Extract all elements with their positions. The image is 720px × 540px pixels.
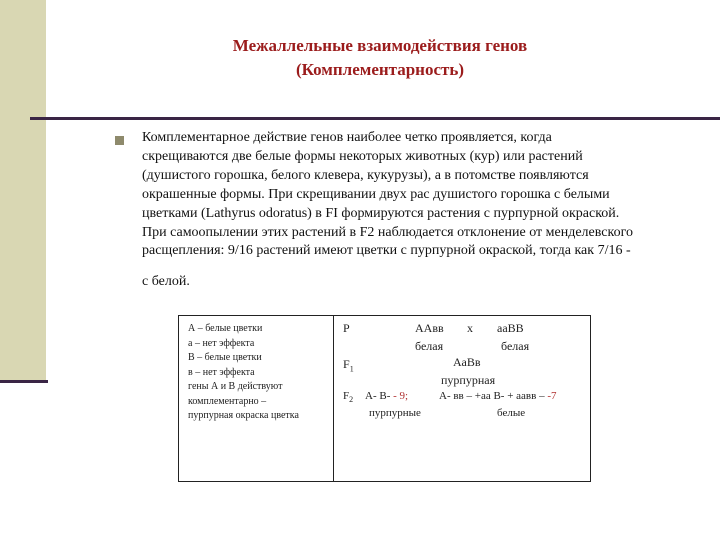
p-parent1-phenotype: белая: [415, 339, 444, 353]
f2-part2: [439, 390, 557, 403]
legend-line: А – белые цветки: [188, 323, 263, 334]
f2-part2-count: -7: [547, 390, 557, 402]
slide-title: [150, 34, 610, 82]
paragraph-line: цветками (Lathyrus odoratus) в FI формируются растения с пурпурной окраской.: [142, 205, 620, 221]
gene-legend: [188, 322, 330, 424]
paragraph-line: Комплементарное действие генов наиболее четко проявляется, когда: [142, 130, 552, 145]
f2-label: [343, 390, 353, 406]
paragraph-line: скрещиваются две белые формы некоторых животных (кур) или растений: [142, 148, 583, 164]
title-line-1: Межаллельные взаимодействия генов: [232, 36, 528, 55]
legend-line: в – нет эффекта: [188, 366, 255, 378]
f2-part1: [365, 390, 408, 403]
f1-letter: F: [343, 357, 350, 371]
title-divider: [30, 117, 720, 120]
f1-subscript: 1: [349, 364, 354, 374]
title-line-2: (Комплементарность): [295, 60, 465, 79]
bullet-square-icon: [115, 136, 124, 145]
f2-letter: F: [343, 390, 350, 402]
f2-phenotype-purple: пурпурные: [369, 407, 421, 419]
main-paragraph: [142, 129, 717, 292]
p-parent1-genotype: ААвв: [415, 321, 444, 335]
side-decor-band: [0, 0, 46, 382]
legend-line: гены А и В действуют: [188, 381, 283, 392]
p-label: Р: [343, 321, 350, 335]
f2-phenotype-white: белые: [497, 407, 526, 419]
f1-label: [343, 358, 354, 375]
paragraph-line: с белой.: [142, 274, 190, 290]
f2-part1-genotype: А- В-: [365, 390, 391, 402]
p-parent2-genotype: ааВВ: [497, 321, 524, 335]
paragraph-line: расщепления: 9/16 растений имеют цветки с пурпурной окраской, тогда как 7/16 -: [142, 243, 631, 259]
paragraph-line: (душистого горошка, белого клевера, кукурузы), а в потомстве появляются: [142, 167, 589, 183]
f1-genotype: АаВв: [453, 355, 481, 369]
f2-subscript: 2: [349, 395, 354, 405]
genetics-table: [178, 315, 591, 482]
f1-phenotype: пурпурная: [441, 373, 496, 387]
side-decor-rule: [0, 380, 48, 383]
p-parent2-phenotype: белая: [501, 339, 530, 353]
legend-line: В – белые цветки: [188, 352, 262, 363]
legend-line: а – нет эффекта: [188, 337, 255, 349]
legend-line: пурпурная окраска цветка: [188, 410, 299, 421]
f2-part1-count: - 9;: [393, 390, 409, 402]
paragraph-line: окрашенные формы. При скрещивании двух рас душистого горошка с белыми: [142, 186, 610, 202]
paragraph-line: При самоопылении этих растений в F2 наблюдается отклонение от менделевского: [142, 224, 633, 240]
f2-part2-genotypes: А- вв – +аа В- + аавв –: [439, 390, 545, 402]
table-column-divider: [333, 316, 334, 481]
legend-line: комплементарно –: [188, 395, 267, 407]
p-cross-sign: х: [467, 321, 473, 335]
